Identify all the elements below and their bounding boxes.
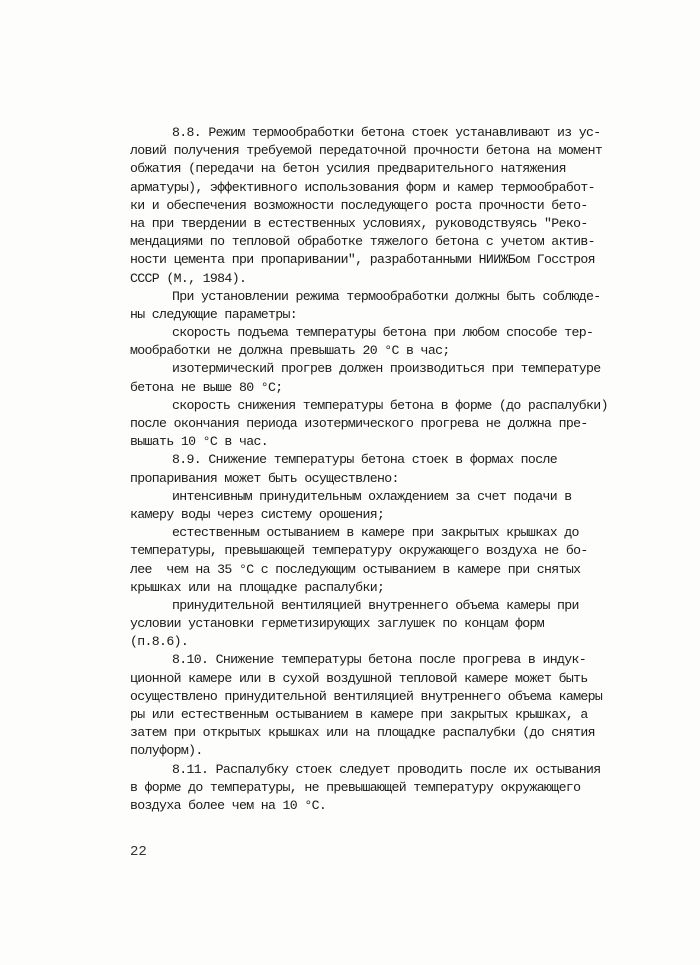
text-line: 8.9. Снижение температуры бетона стоек в формах после (172, 452, 557, 468)
text-line: затем при открытых крышках или на площадке распалубки (до снятия (130, 725, 595, 741)
text-line: крышках или на площадке распалубки; (130, 579, 385, 595)
body-text (130, 124, 630, 815)
text-line: естественным остыванием в камере при закрытых крышках до (172, 525, 579, 541)
text-line: скорость снижения температуры бетона в форме (до распалубки) (172, 397, 608, 413)
text-line: в форме до температуры, не превышающей температуру окружающего (130, 779, 581, 795)
text-line: ны следующие параметры: (130, 306, 298, 322)
text-line: ловий получения требуемой передаточной прочности бетона на момент (130, 143, 603, 159)
text-line: При установлении режима термообработки должны быть соблюде- (172, 288, 601, 304)
text-line: мообработки не должна превышать 20 °С в час; (130, 343, 450, 359)
text-line: ки и обеспечения возможности последующего роста прочности бето- (130, 197, 588, 213)
text-line: мендациями по тепловой обработке тяжелого бетона с учетом актив- (130, 234, 595, 250)
text-line: вышать 10 °С в час. (130, 434, 269, 450)
text-line: после окончания периода изотермического прогрева не должна пре- (130, 416, 588, 431)
text-line: арматуры), эффективного использования форм и камер термообработ- (130, 179, 595, 195)
text-line: осуществлено принудительной вентиляцией внутреннего объема камеры (130, 688, 603, 704)
text-line: принудительной вентиляцией внутреннего объема камеры при (172, 597, 579, 613)
text-line: камеру воды через систему орошения; (130, 506, 385, 522)
text-line: обжатия (передачи на бетон усилия предварительного натяжения (130, 161, 566, 177)
text-line: ности цемента при пропаривании", разработанными НИИЖБом Госстроя (130, 252, 595, 268)
text-line: 8.11. Распалубку стоек следует проводить после их остывания (172, 761, 601, 777)
text-line: 8.8. Режим термообработки бетона стоек устанавливают из ус- (172, 125, 601, 140)
text-line: пропаривания может быть осуществлено: (130, 470, 399, 486)
text-line: ционной камере или в сухой воздушной тепловой камере может быть (130, 670, 588, 686)
text-line: 8.10. Снижение температуры бетона после прогрева в индук- (172, 652, 587, 668)
text-line: (п.8.6). (130, 634, 189, 650)
text-line: интенсивным принудительным охлаждением за счет подачи в (172, 488, 572, 504)
text-line: полуформ). (130, 743, 203, 759)
page-number: 22 (130, 844, 147, 860)
text-line: воздуха более чем на 10 °С. (130, 797, 327, 813)
text-line: изотермический прогрев должен производиться при температуре (172, 361, 601, 377)
text-line: на при твердении в естественных условиях, руководствуясь "Реко- (130, 215, 588, 231)
text-line: скорость подъема температуры бетона при любом способе тер- (172, 325, 594, 341)
text-line: ры или естественным остыванием в камере при закрытых крышках, а (130, 707, 588, 722)
text-line: условии установки герметизирующих заглушек по концам форм (130, 616, 545, 632)
text-line: лее чем на 35 °С с последующим остыванием в камере при снятых (130, 561, 581, 577)
text-line: СССР (М., 1984). (130, 270, 247, 286)
text-line: температуры, превышающей температуру окружающего воздуха не бо- (130, 543, 588, 559)
text-line: бетона не выше 80 °С; (130, 379, 283, 395)
